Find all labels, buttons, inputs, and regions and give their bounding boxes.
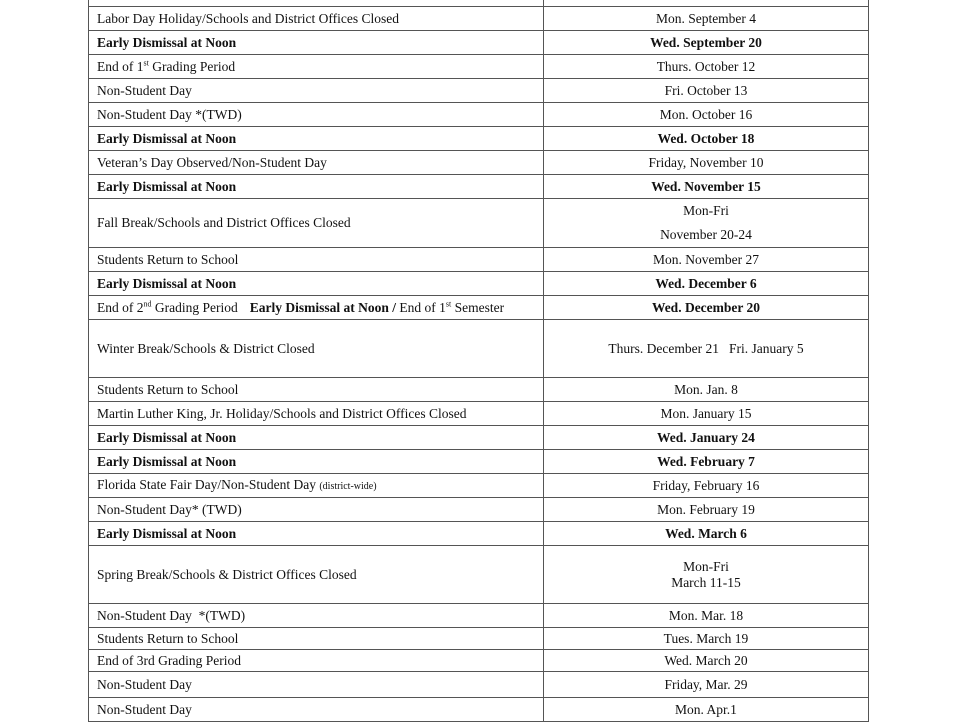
table-row bbox=[89, 55, 869, 79]
event-cell: End of 3rd Grading Period bbox=[89, 650, 544, 672]
table-row bbox=[89, 546, 869, 604]
event-cell: Early Dismissal at Noon bbox=[89, 31, 544, 55]
table-row bbox=[89, 650, 869, 672]
date-start: Thurs. December 21 bbox=[608, 340, 719, 356]
event-cell: Early Dismissal at Noon bbox=[89, 175, 544, 199]
table-row bbox=[89, 698, 869, 722]
table-row bbox=[89, 498, 869, 522]
event-cell: Students Return to School bbox=[89, 378, 544, 402]
date-cell: Wed. February 7 bbox=[544, 450, 869, 474]
table-row bbox=[89, 272, 869, 296]
event-cell: Early Dismissal at Noon bbox=[89, 522, 544, 546]
event-cell: Martin Luther King, Jr. Holiday/Schools and District Offices Closed bbox=[89, 402, 544, 426]
date-cell: Wed. October 18 bbox=[544, 127, 869, 151]
date-cell: Mon. Jan. 8 bbox=[544, 378, 869, 402]
date-cell bbox=[544, 320, 869, 378]
date-line: November 20-24 bbox=[660, 227, 752, 242]
date-cell: Mon. January 15 bbox=[544, 402, 869, 426]
early-dismissal-label: Early Dismissal at Noon bbox=[249, 299, 389, 315]
table-row bbox=[89, 522, 869, 546]
date-line: Mon-Fri bbox=[683, 203, 729, 218]
date-line: Mon-Fri bbox=[683, 558, 729, 574]
event-cell: Non-Student Day bbox=[89, 79, 544, 103]
table-row bbox=[89, 474, 869, 498]
school-calendar-table bbox=[88, 0, 869, 722]
table-row bbox=[89, 628, 869, 650]
date-cell: Wed. January 24 bbox=[544, 426, 869, 450]
date-line: March 11-15 bbox=[671, 574, 741, 590]
event-cell: Veteran’s Day Observed/Non-Student Day bbox=[89, 151, 544, 175]
table-row bbox=[89, 248, 869, 272]
table-row bbox=[89, 296, 869, 320]
date-cell: Wed. December 6 bbox=[544, 272, 869, 296]
table-row bbox=[89, 378, 869, 402]
table-row bbox=[89, 604, 869, 628]
event-note: (district-wide) bbox=[319, 480, 377, 492]
date-cell: Fri. October 13 bbox=[544, 79, 869, 103]
event-cell: Non-Student Day* (TWD) bbox=[89, 498, 544, 522]
event-text: Florida State Fair Day/Non-Student Day bbox=[97, 476, 316, 492]
event-cell: Non-Student Day *(TWD) bbox=[89, 103, 544, 127]
event-cell: Non-Student Day bbox=[89, 698, 544, 722]
date-cell: Friday, Mar. 29 bbox=[544, 672, 869, 698]
table-row bbox=[89, 31, 869, 55]
event-cell: Winter Break/Schools & District Closed bbox=[89, 320, 544, 378]
date-cell: Wed. March 6 bbox=[544, 522, 869, 546]
event-cell: End of 2nd Grading Period Early Dismissal at Noon / End of 1st Semester bbox=[89, 296, 544, 320]
date-cell: Thurs. October 12 bbox=[544, 55, 869, 79]
event-cell: Early Dismissal at Noon bbox=[89, 272, 544, 296]
date-cell: Mon. November 27 bbox=[544, 248, 869, 272]
event-cell: End of 1st Grading Period bbox=[89, 55, 544, 79]
table-row bbox=[89, 402, 869, 426]
date-cell: Friday, November 10 bbox=[544, 151, 869, 175]
event-cell: Early Dismissal at Noon bbox=[89, 450, 544, 474]
calendar-sheet bbox=[88, 0, 869, 722]
event-cell: Non-Student Day *(TWD) bbox=[89, 604, 544, 628]
date-cell bbox=[544, 199, 869, 248]
event-cell: Spring Break/Schools & District Offices Closed bbox=[89, 546, 544, 604]
table-row bbox=[89, 450, 869, 474]
date-end: Fri. January 5 bbox=[728, 340, 804, 356]
event-cell: Students Return to School bbox=[89, 628, 544, 650]
event-cell: Early Dismissal at Noon bbox=[89, 127, 544, 151]
date-cell: Mon. Mar. 18 bbox=[544, 604, 869, 628]
table-row bbox=[89, 426, 869, 450]
event-cell: Labor Day Holiday/Schools and District Offices Closed bbox=[89, 7, 544, 31]
date-cell: Wed. November 15 bbox=[544, 175, 869, 199]
date-cell: Friday, February 16 bbox=[544, 474, 869, 498]
table-row bbox=[89, 199, 869, 248]
table-row bbox=[89, 151, 869, 175]
date-cell: Mon. September 4 bbox=[544, 7, 869, 31]
table-row bbox=[89, 175, 869, 199]
table-row bbox=[89, 320, 869, 378]
table-row bbox=[89, 672, 869, 698]
event-cell: Students Return to School bbox=[89, 248, 544, 272]
table-row bbox=[89, 79, 869, 103]
date-cell: Mon. Apr.1 bbox=[544, 698, 869, 722]
table-row bbox=[89, 127, 869, 151]
event-cell: Non-Student Day bbox=[89, 672, 544, 698]
date-cell: Mon. October 16 bbox=[544, 103, 869, 127]
event-cell: Early Dismissal at Noon bbox=[89, 426, 544, 450]
table-row bbox=[89, 103, 869, 127]
date-cell: Tues. March 19 bbox=[544, 628, 869, 650]
event-cell: Fall Break/Schools and District Offices Closed bbox=[89, 199, 544, 248]
event-cell bbox=[89, 474, 544, 498]
date-cell: Wed. December 20 bbox=[544, 296, 869, 320]
date-cell: Mon. February 19 bbox=[544, 498, 869, 522]
table-row bbox=[89, 7, 869, 31]
date-cell: Wed. March 20 bbox=[544, 650, 869, 672]
date-cell bbox=[544, 546, 869, 604]
date-cell: Wed. September 20 bbox=[544, 31, 869, 55]
